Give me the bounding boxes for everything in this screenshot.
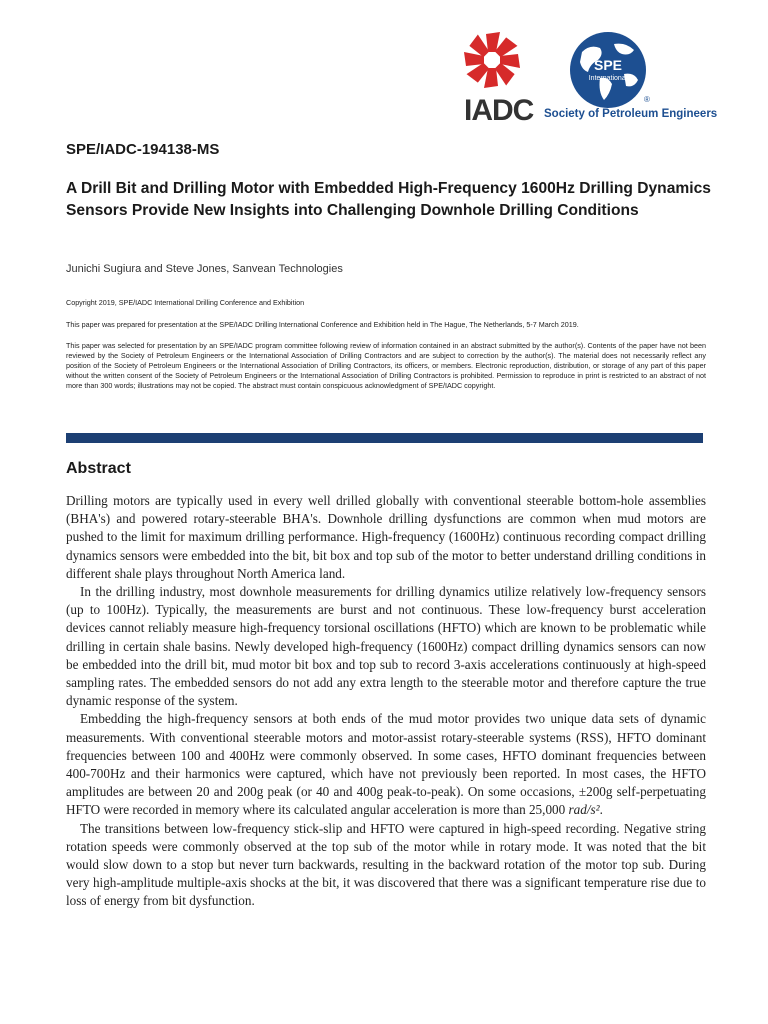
abstract-paragraph-1: Drilling motors are typically used in every well drilled globally with conventional steerable bottom-hole assemblies (BHA's) and powered rotary-steerable BHA's. Downhole drilling dysfunctions are common when mud motors are pushed to the limit for maximum drilling performance. High-frequency (1600Hz) continuous recording compact drilling dynamics sensors were embedded into the bit, bit box and top sub of the motor to better understand drilling conditions in different shale plays throughout North America land.	[66, 493, 706, 581]
angular-acceleration-unit: rad/s²	[568, 802, 600, 818]
spe-badge-text: SPE	[593, 57, 623, 73]
spe-registered-mark: ®	[644, 95, 650, 104]
abstract-paragraph-2: In the drilling industry, most downhole measurements for drilling dynamics utilize relatively low-frequency sensors (up to 100Hz). Typically, the measurements are burst and not continuous. These low-frequency burst acceleration devices cannot reliably measure high-frequency torsional oscillations (HFTO) which are known to be problematic while drilling in certain shale basins. Newly developed high-frequency (1600Hz) compact drilling dynamics sensors can now be embedded into the drill bit, mud motor bit box and top sub to record 3-axis accelerations continuously at high-speed sampling rates. The embedded sensors do not add any extra length to the steerable motor and therefore capture the true dynamic response of the system.	[66, 584, 706, 709]
header-logos	[462, 30, 718, 130]
spe-badge-subtext: International	[588, 75, 628, 82]
abstract-heading: Abstract	[66, 460, 131, 477]
copyright-notice: Copyright 2019, SPE/IADC International Drilling Conference and Exhibition	[66, 298, 305, 307]
paper-id: SPE/IADC-194138-MS	[66, 141, 220, 158]
disclaimer-text: This paper was selected for presentation by an SPE/IADC program committee following review of information contained in an abstract submitted by the author(s). Contents of the paper have not been reviewed by the Society of Petroleum Engineers or the International Association of Drilling Contractors and are subject to correction by the author(s). The material does not necessarily reflect any position of the Society of Petroleum Engineers or the International Association of Drilling Contractors, its officers, or members. Electronic reproduction, distribution, or storage of any part of this paper without the written consent of the Society of Petroleum Engineers or the International Association of Drilling Contractors is prohibited. Permission to reproduce in print is restricted to an abstract of not more than 300 words; illustrations may not be copied. The abstract must contain conspicuous acknowledgment of SPE/IADC copyright.	[66, 341, 706, 390]
spe-society-name: Society of Petroleum Engineers	[544, 108, 718, 120]
abstract-paragraph-3-text: Embedding the high-frequency sensors at both ends of the mud motor provides two unique data sets of dynamic measurements. With conventional steerable motors and motor-assist rotary-steerable systems (RSS), HFTO dominant frequencies between 100 and 400Hz were commonly observed. In some cases, HFTO dominant frequencies between 400-700Hz and their harmonics were captured, which have not previously been reported. In most cases, the HFTO amplitudes are between 20 and 200g peak (or 40 and 400g peak-to-peak). On some occasions, ±200g self-perpetuating HFTO were recorded in memory where its calculated angular acceleration is more than 25,000	[66, 711, 706, 818]
abstract-body	[66, 492, 706, 911]
abstract-paragraph-3-end: .	[599, 802, 603, 818]
paper-title: A Drill Bit and Drilling Motor with Embedded High-Frequency 1600Hz Drilling Dynamics Sensors Provide New Insights into Challenging Downhole Drilling Conditions	[66, 180, 711, 219]
section-divider	[66, 433, 703, 443]
abstract-paragraph-3	[66, 710, 706, 819]
presentation-notice: This paper was prepared for presentation at the SPE/IADC Drilling International Conference and Exhibition held in The Hague, The Netherlands, 5-7 March 2019.	[66, 320, 579, 329]
paper-authors: Junichi Sugiura and Steve Jones, Sanvean Technologies	[66, 263, 343, 275]
iadc-logo-mark	[462, 30, 522, 90]
iadc-wordmark: IADC	[464, 94, 534, 127]
abstract-paragraph-4: The transitions between low-frequency stick-slip and HFTO were captured in high-speed recording. Negative string rotation speeds were commonly observed at the top sub of the motor while in rotary mode. It was noted that the bit would slow down to a stop but never turn backwards, resulting in the backward rotation of the motor top sub. During very high-amplitude multiple-axis shocks at the bit, it was discovered that there was a significant temperature rise due to loss of energy from bit dysfunction.	[66, 820, 706, 909]
